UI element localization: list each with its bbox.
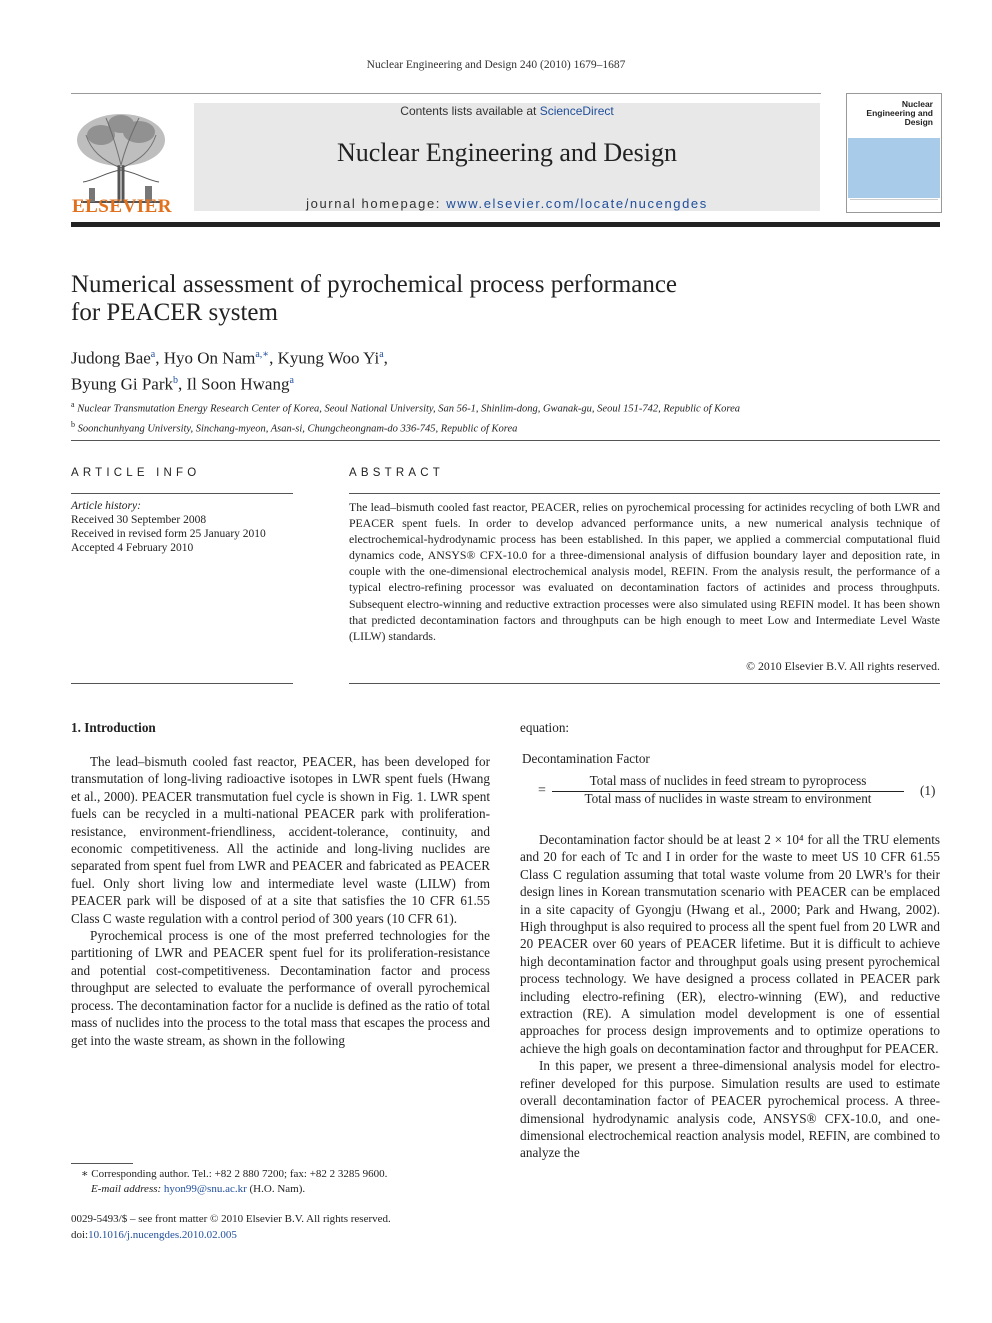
journal-cover-thumbnail[interactable]	[846, 93, 942, 213]
history-label: Article history:	[71, 500, 141, 512]
history-item: Received 30 September 2008	[71, 514, 207, 526]
article-title	[71, 271, 771, 327]
equation-denominator: Total mass of nuclides in waste stream to environment	[584, 791, 872, 806]
section-heading-introduction: 1. Introduction	[71, 720, 156, 735]
contents-line	[194, 104, 820, 118]
cover-title: Nuclear Engineering and Design	[866, 99, 933, 127]
title-line-2: for PEACER system	[71, 299, 278, 326]
author-name[interactable]: Byung Gi Park	[71, 374, 173, 394]
corresponding-author-note: ∗ Corresponding author. Tel.: +82 2 880 7200; fax: +82 2 3285 9600.	[81, 1168, 388, 1180]
paragraph: The lead–bismuth cooled fast reactor, PEACER, has been developed for transmutation of long-living radioactive isotopes in LWR spent fuels (Hwang et al., 2000). PEACER transmutation fuel cycle is shown in Fig. 1. LWR spent fuels can be recycled in a multi-national PEACER park with proliferation-resistance, environment-friendliness, accident-tolerance, continuity, and economic competitiveness. All the actinide and long-living nuclides are separated from spent fuel from LWR and PEACER and fabricated as PEACER fuel. Only short living low and intermediate level waste (LILW) from PEACER park will be disposed of at a site that satisfies the 10 CFR 61.55 Class C waste regulation with a control period of 300 years (10 CFR 61).	[71, 754, 490, 926]
equation-numerator: Total mass of nuclides in feed stream to pyroprocess	[589, 773, 867, 788]
journal-citation: Nuclear Engineering and Design 240 (2010) 1679–1687	[366, 59, 626, 71]
paragraph: Decontamination factor should be at least 2 × 10⁴ for all the TRU elements and 20 for each of Tc and I in order for the waste to meet US 10 CFR 61.55 Class C regulation assuming that total waste volume from 20 LWR's for their design lines in Korean transmutation scenario with PEACER can be emplaced in a site capacity of Gyongju (Hwang et al., 2000; Park and Hwang, 2002). High throughput is also required to process all the spent fuel from 20 LWR and 20 PEACER over 60 years of PEACER lifetime. But it is difficult to achieve high decontamination factor and throughput goals using present pyrochemical process technology. We have designed a process collated in PEACER park including electro-refining (ER), electro-winning (EW), and reductive extraction (RE). A simulation model development is one of essential approaches for process design improvements and to optimize operations to achieve the high goals on decontamination factor and throughput for PEACER.	[520, 832, 940, 1056]
paragraph: In this paper, we present a three-dimensional analysis model for electro-refiner developed for this purpose. Simulation results are used to estimate overall decontamination factor of PEACER pyrochemical process. A three-dimensional hydrodynamic analysis code, ANSYS® CFX-10.0, and one-dimensional electrochemical reaction analysis model, REFIN, are combined to analyze the	[520, 1058, 940, 1161]
elsevier-wordmark: ELSEVIER	[71, 196, 173, 217]
history-item: Accepted 4 February 2010	[71, 542, 194, 554]
author-name[interactable]: Il Soon Hwang	[186, 374, 290, 394]
author-affil-sup[interactable]: b	[173, 374, 178, 386]
header-thick-rule	[71, 222, 940, 227]
article-info-rule-bottom	[71, 683, 293, 684]
article-history	[71, 499, 293, 555]
abstract-heading: ABSTRACT	[349, 467, 444, 479]
email-link[interactable]: hyon99@snu.ac.kr	[163, 1183, 247, 1195]
affiliation-item: $^a$ Nuclear Transmutation Energy Research Center of Korea, Seoul National University, San 56-1, Shinlim-dong, Gwanak-gu, Seoul 151-742, Republic of Korea	[71, 400, 740, 415]
equation-equals: =	[538, 783, 546, 798]
homepage-prefix: journal homepage:	[306, 196, 447, 211]
author-name[interactable]: Hyo On Nam	[163, 348, 256, 368]
right-column	[520, 831, 940, 1162]
section-rule	[71, 440, 940, 441]
cover-footer	[850, 199, 938, 210]
doi-line: doi:10.1016/j.nucengdes.2010.02.005	[71, 1228, 237, 1241]
journal-title: Nuclear Engineering and Design	[336, 138, 678, 167]
author-affil-sup[interactable]: a	[289, 374, 294, 386]
history-item: Received in revised form 25 January 2010	[71, 528, 266, 540]
paragraph: Pyrochemical process is one of the most preferred technologies for the partitioning of LWR and PEACER spent fuel for its proliferation-resistance and potential cost-competitiveness. Decontamination factor and process throughput are selected to evaluate the performance of overall pyrochemical process. The decontamination factor for a nuclide is defined as the ratio of total mass of nuclides into the process to the total mass that escapes the process and get into the waste stream, as shown in the following	[71, 928, 490, 1048]
email-note: E-mail address: hyon99@snu.ac.kr (H.O. Nam).	[91, 1183, 306, 1195]
footnote	[71, 1167, 511, 1197]
title-line-1: Numerical assessment of pyrochemical process performance	[71, 271, 678, 298]
author-line-2: Byung Gi Park$^b$, Il Soon Hwang$^a$	[71, 374, 294, 394]
author-name[interactable]: Judong Bae	[71, 348, 151, 368]
bottom-meta	[71, 1212, 511, 1243]
issn-line: 0029-5493/$ – see front matter © 2010 Elsevier B.V. All rights reserved.	[71, 1213, 391, 1225]
author-line-1: Judong Bae$^a$, Hyo On Nam$^{a,∗}$, Kyung Woo Yi$^a$,	[71, 348, 388, 368]
author-affil-sup[interactable]: a,∗	[255, 349, 270, 360]
journal-homepage	[194, 196, 820, 211]
sciencedirect-link[interactable]: ScienceDirect	[539, 104, 614, 118]
equation-intro: equation:	[520, 720, 570, 735]
article-info-rule	[71, 493, 293, 494]
abstract-text: The lead–bismuth cooled fast reactor, PEACER, relies on pyrochemical processing for actinides recycling of both LWR and PEACER spent fuels. In order to develop advanced performance units, a new numerical analysis technique of electrochemical-hydrodynamic process has been established. In this paper, we applied a commercial computational fluid dynamics code, ANSYS® CFX-10.0 for a three-dimensional analysis of diffusion boundary layer and deposition rate, in couple with the one-dimensional electrochemical analysis model, REFIN. From the analysis result, the performance of a typical electro-refining processor was evaluated on decontamination factors of actinides and process throughputs. Subsequent electro-winning and reductive extraction processes were also simulated using REFIN model. It has been shown that predicted decontamination factors and throughputs can be high enough to meet Low and Intermediate Level Waste (LILW) standards.	[349, 500, 940, 643]
author-list	[71, 344, 771, 395]
equation-number: (1)	[920, 783, 936, 798]
abstract-rule-bottom	[349, 683, 940, 684]
affiliation-item: $^b$ Soonchunhyang University, Sinchang-myeon, Asan-si, Chungcheongnam-do 336-745, Republic of Korea	[71, 419, 518, 434]
abstract-copyright: © 2010 Elsevier B.V. All rights reserved.	[746, 659, 940, 673]
contents-prefix: Contents lists available at	[400, 104, 540, 118]
homepage-link[interactable]: www.elsevier.com/locate/nucengdes	[446, 196, 708, 211]
author-name[interactable]: Kyung Woo Yi	[277, 348, 380, 368]
abstract-rule	[349, 493, 940, 494]
author-affil-sup[interactable]: a	[379, 349, 384, 360]
article-info-heading: ARTICLE INFO	[71, 467, 201, 479]
header-rule	[71, 93, 821, 94]
cover-band	[848, 138, 940, 198]
author-affil-sup[interactable]: a	[150, 349, 156, 360]
affiliations	[71, 397, 940, 436]
equation-label: Decontamination Factor	[522, 751, 650, 766]
footnote-rule	[71, 1163, 133, 1164]
left-column	[71, 753, 490, 1049]
doi-link[interactable]: 10.1016/j.nucengdes.2010.02.005	[88, 1228, 237, 1241]
